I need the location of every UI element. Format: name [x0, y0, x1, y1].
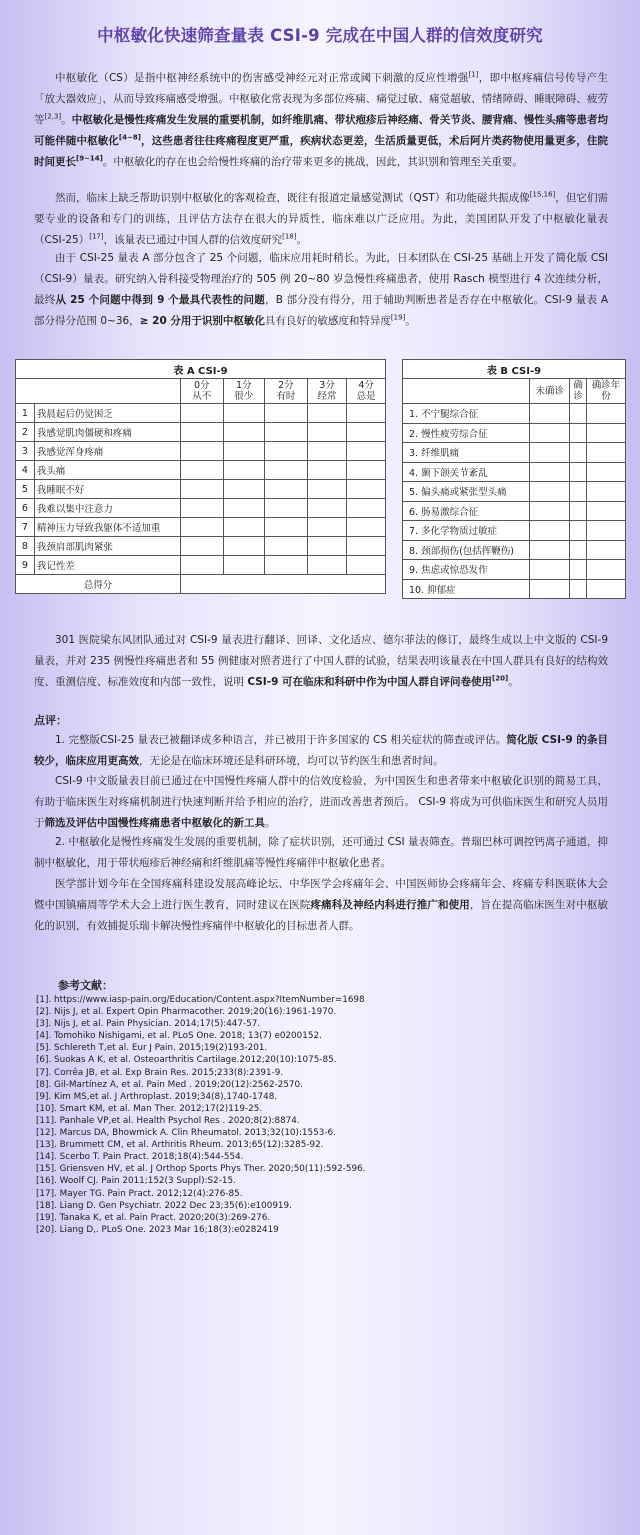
- diagnosis-cell[interactable]: [570, 443, 587, 463]
- table-a-row: [16, 404, 386, 423]
- score-cell[interactable]: [265, 556, 308, 575]
- intro-paragraph: [34, 68, 608, 173]
- table-b-row: [403, 501, 626, 521]
- diagnosis-cell[interactable]: [570, 462, 587, 482]
- reference-item: [14]. Scerbo T. Pain Pract. 2018;18(4):544-554.: [36, 1152, 244, 1163]
- table-a-item-text: 精神压力导致我躯体不适加重: [34, 518, 180, 537]
- diagnosis-cell[interactable]: [570, 404, 587, 424]
- score-cell[interactable]: [307, 404, 347, 423]
- citation: [17]: [89, 232, 104, 241]
- score-cell[interactable]: [265, 423, 308, 442]
- table-a-header: [180, 379, 223, 404]
- table-b-row: [403, 462, 626, 482]
- reference-item: [19]. Tanaka K, et al. Pain Pract. 2020;20(3):269-276.: [36, 1212, 271, 1223]
- diagnosis-cell[interactable]: [587, 423, 626, 443]
- score-cell[interactable]: [223, 518, 265, 537]
- header-score: 3分: [319, 380, 335, 391]
- table-b-condition: 5. 偏头痛或紧张型头痛: [403, 482, 530, 502]
- score-cell[interactable]: [307, 423, 347, 442]
- header-label: 经常: [317, 391, 337, 402]
- score-cell[interactable]: [180, 423, 223, 442]
- review-paragraph-1: [34, 730, 608, 772]
- header-label: 从不: [192, 391, 212, 402]
- table-a-row: [16, 556, 386, 575]
- score-cell[interactable]: [347, 461, 386, 480]
- r3-text-a: 2. 中枢敏化是慢性疼痛发生发展的重要机制，除了症状识别，还可通过 CSI 量表筛查。普瑞巴林可调控钙离子通道，抑制中枢敏化，用于带状疱疹后神经痛和纤维肌痛等慢性疼痛伴中枢敏化患者。: [34, 836, 608, 869]
- diagnosis-cell[interactable]: [570, 540, 587, 560]
- score-cell[interactable]: [223, 442, 265, 461]
- p2-text-d: 。: [296, 234, 307, 246]
- score-cell[interactable]: [223, 499, 265, 518]
- r1-text-a: 1. 完整版CSI-25 量表已被翻译成多种语言，并已被用于许多国家的 CS 相关症状的筛查或评估。: [55, 734, 507, 746]
- p3-bold-b: ≥ 20 分用于识别中枢敏化: [139, 315, 265, 327]
- score-cell[interactable]: [223, 404, 265, 423]
- diagnosis-cell[interactable]: [587, 579, 626, 599]
- r4-text-a: 医学部计划今年在全国疼痛科建设发展高峰论坛、中华医学会疼痛年会、中国医师协会疼痛年会、疼痛专科医联体大会暨中国镇痛周等学术大会上进行医生教育，同时建议在医院: [34, 878, 608, 911]
- reference-item: [11]. Panhale VP,et al. Health Psychol Res . 2020;8(2):8874.: [36, 1115, 300, 1126]
- table-a-row-number: 3: [16, 442, 35, 461]
- r2-text-a: CSI-9 中文版量表目前已通过在中国慢性疼痛人群中的信效度检验，为中国医生和患者带来中枢敏化识别的简易工具，有助于临床医生对疼痛机制进行快速判断并给予相应的治疗，进而改善患者预后。 CSI-9 将成为可供临床医生和研究人员用于: [34, 775, 608, 829]
- citation: [4~8]: [118, 133, 141, 142]
- table-b-caption: 表 B CSI-9: [403, 360, 626, 379]
- score-cell[interactable]: [307, 442, 347, 461]
- p1-text-d: 。中枢敏化的存在也会给慢性疼痛的治疗带来更多的挑战，因此，其识别和管理至关重要。: [102, 156, 523, 168]
- review-paragraph-2: [34, 771, 608, 834]
- p2-text-a: 然而，临床上缺乏帮助识别中枢敏化的客观检查，既往有报道定量感觉测试（QST）和功能磁共振成像: [55, 192, 530, 204]
- score-cell[interactable]: [223, 556, 265, 575]
- reference-item: [17]. Mayer TG. Pain Pract. 2012;12(4):276-85.: [36, 1188, 243, 1199]
- diagnosis-cell[interactable]: [587, 540, 626, 560]
- table-a-row: [16, 537, 386, 556]
- score-cell[interactable]: [223, 480, 265, 499]
- table-b-condition: 3. 纤维肌痛: [403, 443, 530, 463]
- p2-text-c: ，该量表已通过中国人群的信效度研究: [103, 234, 283, 246]
- diagnosis-cell[interactable]: [587, 482, 626, 502]
- p1-bold-b: ，这些患者往往疼痛程度更严重，疾病状态更差，生活质量更低，术后阿片类药物使用量更多，住院时间更长: [34, 135, 608, 168]
- table-b-header: 确诊: [570, 379, 587, 404]
- table-a-header: [223, 379, 265, 404]
- score-cell[interactable]: [180, 537, 223, 556]
- diagnosis-cell[interactable]: [530, 560, 570, 580]
- reference-item: [15]. Griensven HV, et al. J Orthop Sports Phys Ther. 2020;50(11):592-596.: [36, 1164, 366, 1175]
- table-a-item-text: 我难以集中注意力: [34, 499, 180, 518]
- reference-item: [12]. Marcus DA, Bhowmick A. Clin Rheumatol. 2013;32(10):1553-6.: [36, 1128, 336, 1139]
- reference-item: [2]. Nijs J, et al. Expert Opin Pharmacother. 2019;20(16):1961-1970.: [36, 1007, 337, 1018]
- reference-item: [8]. Gil-Martínez A, et al. Pain Med . 2019;20(12):2562-2570.: [36, 1079, 303, 1090]
- score-cell[interactable]: [347, 442, 386, 461]
- reference-item: [20]. Liang D,. PLoS One. 2023 Mar 16;18(3):e0282419: [36, 1224, 279, 1235]
- citation: [18]: [282, 232, 297, 241]
- reference-item: [7]. Corrêa JB, et al. Exp Brain Res. 2015;233(8):2391-9.: [36, 1067, 284, 1078]
- references-heading: 参考文献：: [58, 979, 113, 992]
- table-b-header-row: [403, 379, 626, 404]
- reference-item: [16]. Woolf CJ. Pain 2011;152(3 Suppl):S2-15.: [36, 1176, 236, 1187]
- score-cell[interactable]: [180, 442, 223, 461]
- review-paragraph-3: [34, 832, 608, 874]
- diagnosis-cell[interactable]: [530, 540, 570, 560]
- r4-bold-a: 疼痛科及神经内科进行推广和使用: [310, 899, 470, 911]
- table-b-condition: 2. 慢性疲劳综合征: [403, 423, 530, 443]
- reference-item: [3]. Nijs J, et al. Pain Physician. 2014;17(5):447-57.: [36, 1019, 261, 1030]
- table-b-condition: 8. 颈部损伤(包括挥鞭伤): [403, 540, 530, 560]
- table-a-item-text: 我感觉肌肉僵硬和疼痛: [34, 423, 180, 442]
- table-b-header: 确诊年份: [587, 379, 626, 404]
- table-b-row: [403, 482, 626, 502]
- table-b-row: [403, 579, 626, 599]
- diagnosis-cell[interactable]: [587, 560, 626, 580]
- diagnosis-cell[interactable]: [587, 501, 626, 521]
- r1-text-b: ，无论是在临床环境还是科研环境，均可以节约医生和患者时间。: [139, 755, 444, 767]
- validation-paragraph: [34, 630, 608, 693]
- diagnosis-cell[interactable]: [530, 443, 570, 463]
- table-a-header: [307, 379, 347, 404]
- table-a-row-number: 7: [16, 518, 35, 537]
- table-a-total-label: 总得分: [16, 575, 181, 594]
- score-cell[interactable]: [180, 461, 223, 480]
- score-cell[interactable]: [265, 442, 308, 461]
- header-score: 2分: [278, 380, 294, 391]
- table-a-row: [16, 518, 386, 537]
- score-cell[interactable]: [347, 518, 386, 537]
- score-cell[interactable]: [307, 518, 347, 537]
- table-a-header-row: [16, 379, 386, 404]
- header-score: 0分: [193, 380, 210, 391]
- table-b-row: [403, 443, 626, 463]
- table-b-condition: 10. 抑郁症: [403, 579, 530, 599]
- p2-text-b: ，但它们需要专业的设备和专门的训练，且评估方法存在很大的异质性，临床难以广泛应用。为此，美国团队开发了中枢敏化量表（CSI-25）: [34, 192, 608, 246]
- diagnosis-cell[interactable]: [530, 462, 570, 482]
- score-cell[interactable]: [223, 461, 265, 480]
- diagnosis-cell[interactable]: [587, 521, 626, 541]
- table-b-condition: 1. 不宁腿综合征: [403, 404, 530, 424]
- table-a-row-number: 9: [16, 556, 35, 575]
- citation: [15,16]: [529, 190, 556, 199]
- score-cell[interactable]: [307, 461, 347, 480]
- table-b-condition: 9. 焦虑或惊恐发作: [403, 560, 530, 580]
- score-cell[interactable]: [347, 556, 386, 575]
- table-a: [15, 359, 386, 594]
- citation: [20]: [492, 674, 509, 683]
- table-b-row: [403, 521, 626, 541]
- table-b-header: 未确诊: [530, 379, 570, 404]
- r4-text-b: ，旨在提高临床医生对中枢敏化的识别，有效捕捉乐瑞卡解决慢性疼痛伴中枢敏化的目标患者人群。: [34, 899, 609, 932]
- diagnosis-cell[interactable]: [570, 482, 587, 502]
- reference-item: [13]. Brummett CM, et al. Arthritis Rheum. 2013;65(12):3285-92.: [36, 1140, 324, 1151]
- table-a-row: [16, 461, 386, 480]
- background-paragraph: [34, 188, 608, 251]
- header-score: 1分: [236, 380, 252, 391]
- p3-text-c: 具有良好的敏感度和特异度: [264, 315, 391, 327]
- score-cell[interactable]: [180, 404, 223, 423]
- diagnosis-cell[interactable]: [587, 404, 626, 424]
- r2-bold-a: 筛选及评估中国慢性疼痛患者中枢敏化的新工具: [44, 817, 265, 829]
- header-score: 4分: [358, 380, 374, 391]
- table-a-row: [16, 442, 386, 461]
- table-a-item-text: 我感觉浑身疼痛: [34, 442, 180, 461]
- table-a-total-cell[interactable]: [180, 575, 385, 594]
- table-a-row-number: 2: [16, 423, 35, 442]
- p3-text-d: 。: [405, 315, 416, 327]
- p3-text-a: 由于 CSI-25 量表 A 部分包含了 25 个问题，临床应用耗时稍长。为此，日本团队在 CSI-25 基础上开发了简化版 CSI（CSI-9）量表。研究纳入骨科接受物理治疗的 505 例 20~80 岁急慢性疼痛患者，使用 Rasch 模型进行 4 次连续分析，最终: [34, 252, 608, 306]
- p1-text-c: 。: [61, 114, 72, 126]
- r1-bold-a: 简化版 CSI-9 的条目较少，临床应用更高效: [34, 734, 608, 767]
- table-a-header-blank: [16, 379, 181, 404]
- p1-text-b: ，即中枢疼痛信号传导产生「放大器效应」，从而导致疼痛感受增强。中枢敏化常表现为多部位疼痛、痛觉过敏、痛觉超敏、情绪障碍、睡眠障碍、疲劳等: [34, 72, 608, 126]
- p1-bold-a: 中枢敏化是慢性疼痛发生发展的重要机制，如纤维肌痛、带状疱疹后神经痛、骨关节炎、腰背痛、慢性头痛等患者均可能伴随中枢敏化: [34, 114, 609, 147]
- citation: [2,3]: [44, 112, 62, 121]
- table-a-header: [265, 379, 308, 404]
- score-cell[interactable]: [265, 461, 308, 480]
- table-a-header: [347, 379, 386, 404]
- score-cell[interactable]: [307, 480, 347, 499]
- table-b-condition: 7. 多化学物质过敏症: [403, 521, 530, 541]
- csi9-paragraph: [34, 248, 608, 332]
- reference-item: [6]. Suokas A K, et al. Osteoarthritis Cartilage.2012;20(10):1075-85.: [36, 1055, 337, 1066]
- score-cell[interactable]: [265, 480, 308, 499]
- score-cell[interactable]: [347, 480, 386, 499]
- citation: [9~14]: [76, 154, 103, 163]
- p4-text-a: 301 医院梁东风团队通过对 CSI-9 量表进行翻译、回译、文化适应、德尔菲法的修订，最终生成以上中文版的 CSI-9 量表，并对 235 例慢性疼痛患者和 55 例健康对照者进行了中国人群的试验，结果表明该量表在中国人群具有良好的结构效度、重测信度、标准效度和内部一致性，说明: [34, 634, 608, 688]
- p4-text-d: 。: [508, 676, 519, 688]
- citation: [1]: [468, 70, 479, 79]
- diagnosis-cell[interactable]: [530, 501, 570, 521]
- score-cell[interactable]: [347, 499, 386, 518]
- diagnosis-cell[interactable]: [570, 579, 587, 599]
- table-a-item-text: 我晨起后仍觉困乏: [34, 404, 180, 423]
- score-cell[interactable]: [180, 499, 223, 518]
- score-cell[interactable]: [307, 537, 347, 556]
- table-a-row-number: 1: [16, 404, 35, 423]
- table-a-caption: 表 A CSI-9: [16, 360, 386, 379]
- diagnosis-cell[interactable]: [530, 521, 570, 541]
- references-list: [36, 994, 365, 1236]
- table-b-condition: 4. 颞下颌关节紊乱: [403, 462, 530, 482]
- score-cell[interactable]: [265, 537, 308, 556]
- reference-item: [9]. Kim MS,et al. J Arthroplast. 2019;34(8),1740-1748.: [36, 1091, 278, 1102]
- table-b-row: [403, 404, 626, 424]
- diagnosis-cell[interactable]: [570, 423, 587, 443]
- header-label: 很少: [234, 391, 254, 402]
- table-a-row: [16, 480, 386, 499]
- reference-item: [4]. Tomohiko Nishigami, et al. PLoS One. 2018; 13(7) e0200152.: [36, 1031, 322, 1042]
- score-cell[interactable]: [347, 404, 386, 423]
- table-a-row: [16, 499, 386, 518]
- review-paragraph-4: [34, 874, 608, 937]
- table-a-item-text: 我睡眠不好: [34, 480, 180, 499]
- table-b-row: [403, 540, 626, 560]
- reference-item: [5]. Schlereth T,et al. Eur J Pain. 2015;19(2)193-201.: [36, 1043, 268, 1054]
- table-a-row-number: 4: [16, 461, 35, 480]
- score-cell[interactable]: [265, 499, 308, 518]
- table-a-row-number: 6: [16, 499, 35, 518]
- score-cell[interactable]: [265, 404, 308, 423]
- diagnosis-cell[interactable]: [530, 423, 570, 443]
- score-cell[interactable]: [265, 518, 308, 537]
- table-a-item-text: 我头痛: [34, 461, 180, 480]
- diagnosis-cell[interactable]: [587, 462, 626, 482]
- reference-item: [10]. Smart KM, et al. Man Ther. 2012;17(2)119-25.: [36, 1103, 263, 1114]
- table-a-row: [16, 423, 386, 442]
- diagnosis-cell[interactable]: [587, 443, 626, 463]
- table-a-item-text: 我记性差: [34, 556, 180, 575]
- header-label: 有时: [276, 391, 296, 402]
- score-cell[interactable]: [180, 480, 223, 499]
- score-cell[interactable]: [307, 499, 347, 518]
- score-cell[interactable]: [347, 423, 386, 442]
- reference-item: [18]. Liang D. Gen Psychiatr. 2022 Dec 23;35(6):e100919.: [36, 1200, 292, 1211]
- diagnosis-cell[interactable]: [570, 560, 587, 580]
- reference-item: [1]. https://www.iasp-pain.org/Education/Content.aspx?ItemNumber=1698: [36, 995, 365, 1005]
- header-label: 总是: [356, 391, 376, 402]
- r2-text-b: 。: [265, 817, 276, 829]
- diagnosis-cell[interactable]: [530, 404, 570, 424]
- p1-text-a: 中枢敏化（CS）是指中枢神经系统中的伤害感受神经元对正常或阈下刺激的反应性增强: [55, 72, 469, 84]
- table-b-header-blank: [403, 379, 530, 404]
- score-cell[interactable]: [223, 423, 265, 442]
- table-b-row: [403, 560, 626, 580]
- score-cell[interactable]: [180, 556, 223, 575]
- review-heading: 点评：: [34, 714, 67, 727]
- p3-bold-a: 从 25 个问题中得到 9 个最具代表性的问题: [55, 294, 266, 306]
- citation: [19]: [390, 313, 406, 322]
- p4-bold-a: CSI-9 可在临床和科研中作为中国人群自评问卷使用: [247, 676, 493, 688]
- table-a-item-text: 我颈肩部肌肉紧张: [34, 537, 180, 556]
- diagnosis-cell[interactable]: [570, 501, 587, 521]
- table-b-condition: 6. 肠易激综合征: [403, 501, 530, 521]
- diagnosis-cell[interactable]: [570, 521, 587, 541]
- score-cell[interactable]: [347, 537, 386, 556]
- score-cell[interactable]: [223, 537, 265, 556]
- score-cell[interactable]: [307, 556, 347, 575]
- diagnosis-cell[interactable]: [530, 482, 570, 502]
- p3-text-b: ，B 部分没有得分，用于辅助判断患者是否存在中枢敏化。CSI-9 量表 A 部分得分范围 0~36，: [34, 294, 608, 327]
- table-a-total-row: [16, 575, 386, 594]
- diagnosis-cell[interactable]: [530, 579, 570, 599]
- table-b: [402, 359, 626, 599]
- table-a-row-number: 8: [16, 537, 35, 556]
- score-cell[interactable]: [180, 518, 223, 537]
- table-a-row-number: 5: [16, 480, 35, 499]
- table-b-row: [403, 423, 626, 443]
- page-title: 中枢敏化快速筛查量表 CSI-9 完成在中国人群的信效度研究: [97, 26, 543, 45]
